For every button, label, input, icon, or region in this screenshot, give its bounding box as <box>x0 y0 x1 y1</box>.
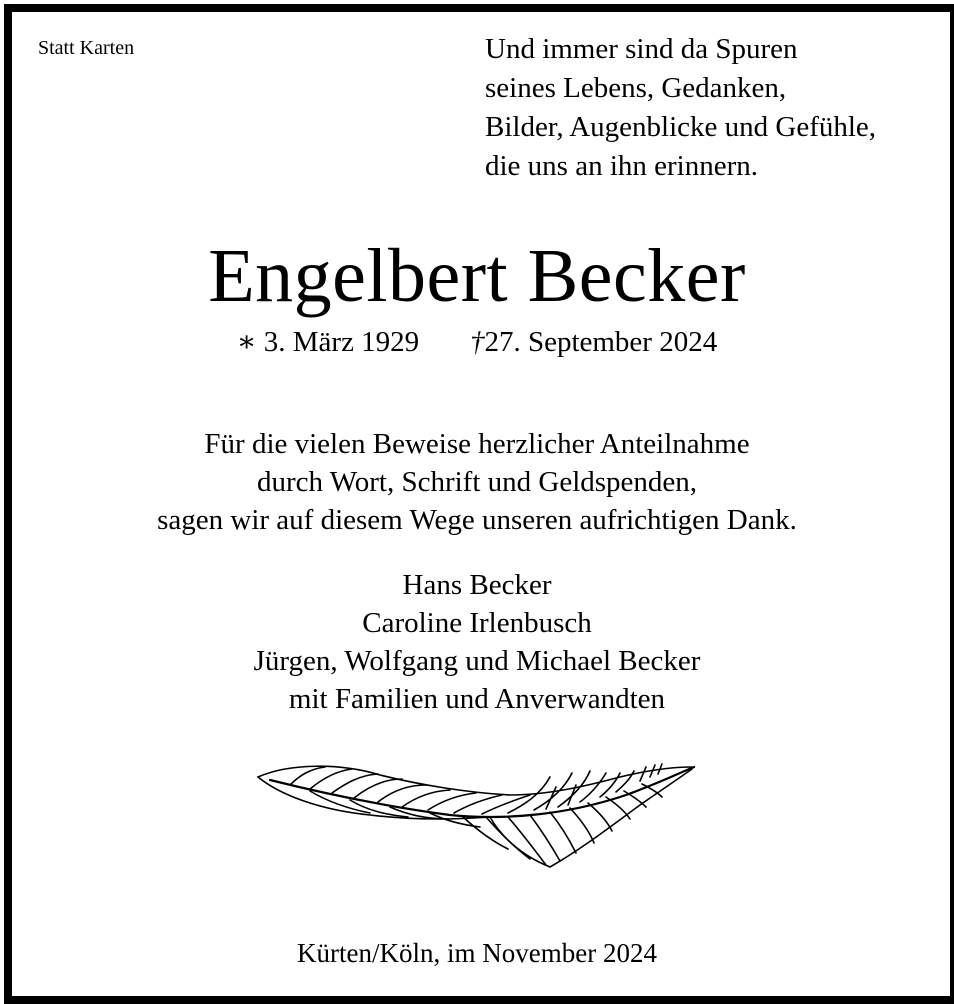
birth-date: 3. März 1929 <box>263 326 420 358</box>
deceased-name: Engelbert Becker <box>208 234 746 318</box>
poem-line: Und immer sind da Spuren <box>485 33 798 65</box>
signer-line: mit Familien und Anverwandten <box>288 683 666 715</box>
signer-line: Hans Becker <box>402 569 552 601</box>
poem-line: Bilder, Augenblicke und Gefühle, <box>485 111 877 143</box>
life-dates <box>0 322 954 362</box>
died-symbol: † <box>469 326 485 358</box>
statt-karten-label: Statt Karten <box>38 37 135 59</box>
poem <box>485 30 876 186</box>
place-and-date: Kürten/Köln, im November 2024 <box>297 938 657 968</box>
signer-line: Jürgen, Wolfgang und Michael Becker <box>253 645 701 677</box>
thanks-line: durch Wort, Schrift und Geldspenden, <box>256 466 698 498</box>
signer-line: Caroline Irlenbusch <box>362 607 592 639</box>
thanks-text <box>0 425 954 539</box>
thanks-line: Für die vielen Beweise herzlicher Anteilnahme <box>204 428 750 460</box>
born-symbol: ∗ <box>236 326 257 358</box>
poem-line: die uns an ihn erinnern. <box>485 150 759 182</box>
signers <box>0 566 954 718</box>
thanks-line: sagen wir auf diesem Wege unseren aufrichtigen Dank. <box>157 504 797 536</box>
death-date: 27. September 2024 <box>484 326 718 358</box>
poem-line: seines Lebens, Gedanken, <box>485 72 787 104</box>
feather-icon <box>250 755 700 880</box>
